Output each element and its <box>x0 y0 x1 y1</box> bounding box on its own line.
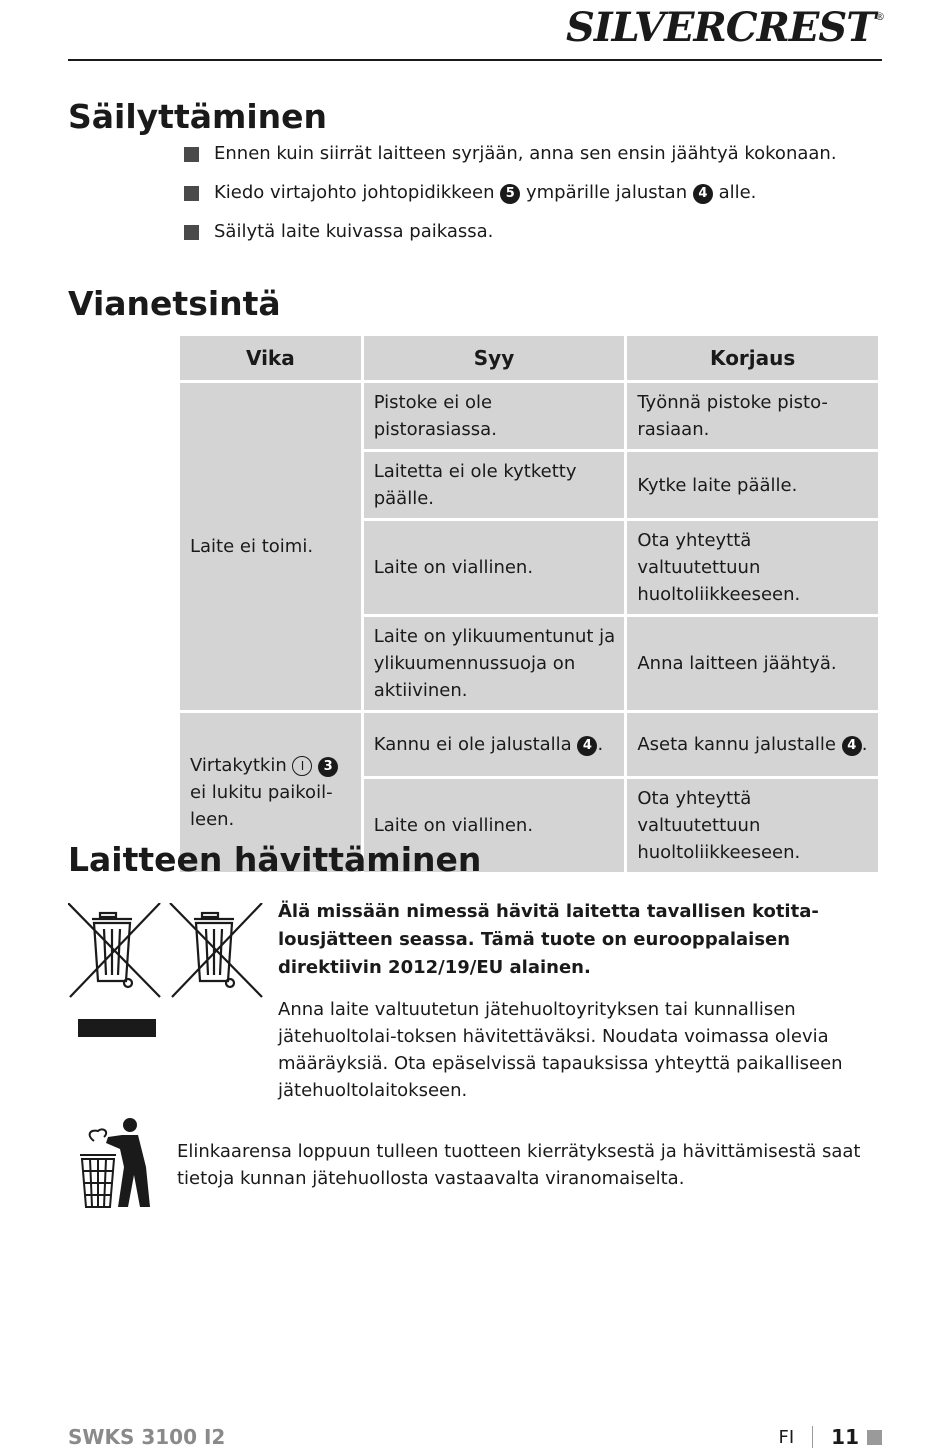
square-bullet-icon <box>184 186 199 201</box>
brand-logo: SILVERCREST® <box>566 4 884 51</box>
cause-cell: Kannu ei ole jalustalla 4 . <box>364 713 625 776</box>
disposal-paragraph: Anna laite valtuutetun jätehuoltoyrityksen tai kunnallisen jätehuoltolai-toksen hävitettäväksi. Noudata voimassa olevia määräyksiä. Ota epäselvissä tapauksissa yhteyttä paikalliseen jätehuoltolaitokseen. <box>278 999 843 1101</box>
cause-cell: Laite on ylikuumentunut ja ylikuumennussuoja on aktiivinen. <box>364 617 625 710</box>
column-header-fix: Korjaus <box>627 336 878 380</box>
reference-number-badge: 4 <box>842 736 862 756</box>
weee-black-bar <box>78 1019 156 1037</box>
list-item: Säilytä laite kuivassa paikassa. <box>184 221 837 243</box>
reference-number-badge: 5 <box>500 184 520 204</box>
disposal-warning: Älä missään nimessä hävitä laitetta tavallisen kotita-lousjätteen seassa. Tämä tuote on eurooppalaisen direktiivin 2012/19/EU alainen. <box>278 901 819 978</box>
reference-number-badge: 4 <box>577 736 597 756</box>
header-rule <box>68 59 882 61</box>
disposal-title: Laitteen hävittäminen <box>68 840 482 879</box>
fault-cell: Laite ei toimi. <box>180 383 361 710</box>
storage-title: Säilyttäminen <box>68 97 328 136</box>
fix-cell: Aseta kannu jalustalle 4 . <box>627 713 878 776</box>
cause-cell: Laite on viallinen. <box>364 521 625 614</box>
cause-cell: Laite on viallinen. <box>364 779 625 872</box>
footer-divider <box>812 1426 813 1448</box>
fix-cell: Anna laitteen jäähtyä. <box>627 617 878 710</box>
power-switch-symbol: I <box>292 756 312 776</box>
table-header-row <box>180 336 878 380</box>
fix-cell: Kytke laite päälle. <box>627 452 878 518</box>
list-item: Kiedo virtajohto johtopidikkeen 5 ympärille jalustan 4 alle. <box>184 182 837 204</box>
storage-list <box>184 143 837 260</box>
footer-page-info <box>778 1425 882 1449</box>
list-item: Ennen kuin siirrät laitteen syrjään, anna sen ensin jäähtyä kokonaan. <box>184 143 837 165</box>
fault-cell: Virtakytkin I 3 ei lukitu paikoil-leen. <box>180 713 361 872</box>
reference-number-badge: 3 <box>318 757 338 777</box>
square-bullet-icon <box>184 147 199 162</box>
cause-cell: Laitetta ei ole kytketty päälle. <box>364 452 625 518</box>
troubleshooting-title: Vianetsintä <box>68 284 281 323</box>
reference-number-badge: 4 <box>693 184 713 204</box>
fix-cell: Ota yhteyttä valtuutettuun huoltoliikkeeseen. <box>627 521 878 614</box>
footer-model-number: SWKS 3100 I2 <box>68 1425 226 1449</box>
square-bullet-icon <box>184 225 199 240</box>
square-marker-icon <box>867 1430 882 1445</box>
fix-cell: Työnnä pistoke pisto-rasiaan. <box>627 383 878 449</box>
cause-cell: Pistoke ei ole pistorasiassa. <box>364 383 625 449</box>
troubleshooting-table <box>177 333 881 875</box>
column-header-fault: Vika <box>180 336 361 380</box>
footer-language: FI <box>778 1426 795 1448</box>
table-row <box>180 713 878 776</box>
recycling-info: Elinkaarensa loppuun tulleen tuotteen kierrätyksestä ja hävittämisestä saat tietoja kunnan jätehuollosta vastaavalta viranomaiselta. <box>177 1141 861 1189</box>
column-header-cause: Syy <box>364 336 625 380</box>
page-number: 11 <box>831 1425 859 1449</box>
person-throwing-trash-icon <box>76 1115 156 1211</box>
table-row <box>180 383 878 449</box>
fix-cell: Ota yhteyttä valtuutettuun huoltoliikkeeseen. <box>627 779 878 872</box>
